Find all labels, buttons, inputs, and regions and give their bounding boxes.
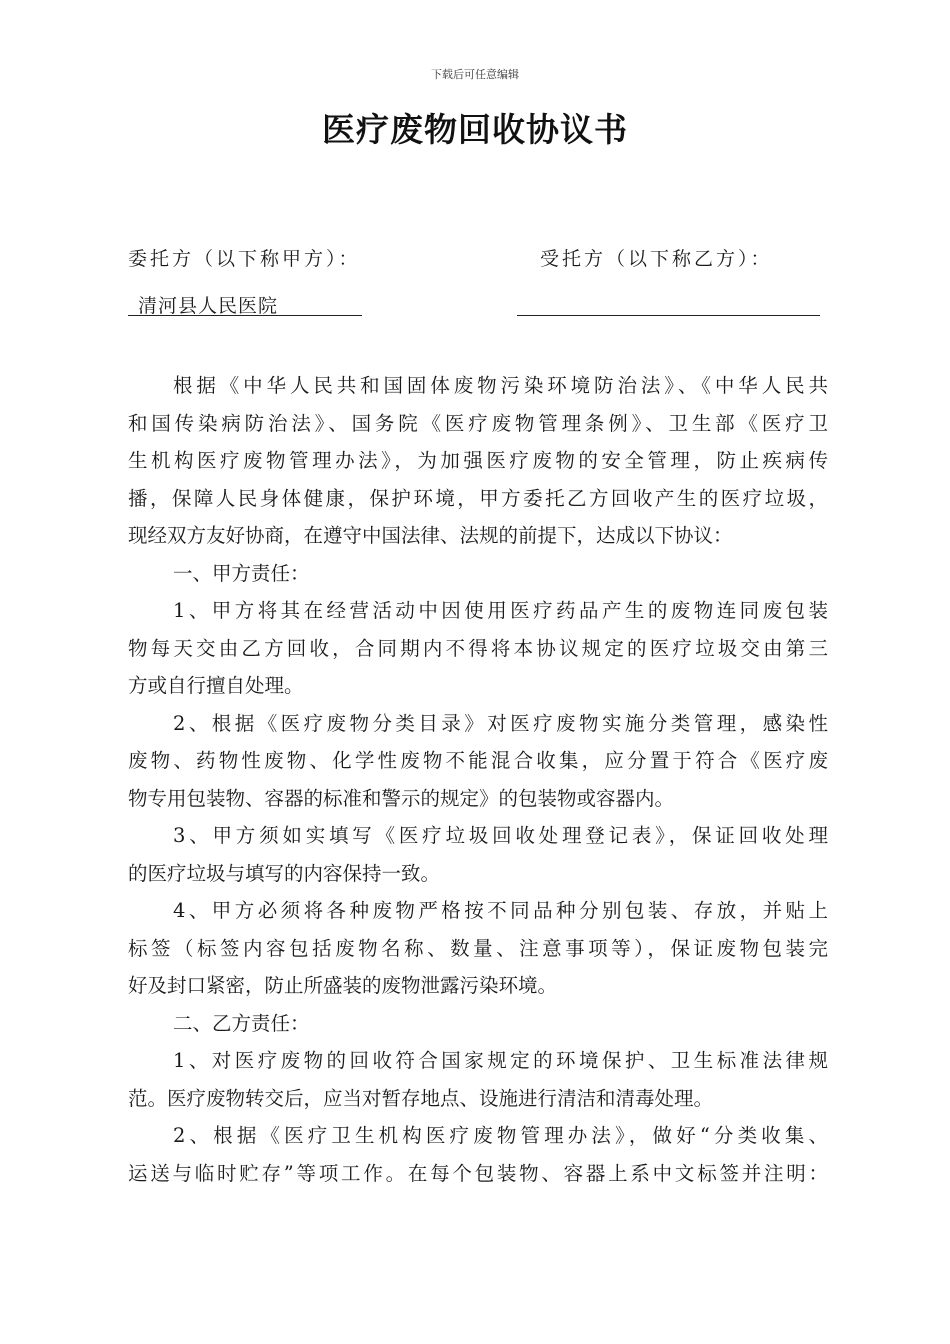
body-line: 方或自行擅自处理。 [128, 674, 304, 697]
body-line: 和国传染病防治法》、国务院《医疗废物管理条例》、卫生部《医疗卫 [128, 411, 828, 435]
body-line: 根据《中华人民共和国固体废物污染环境防治法》、《中华人民共 [173, 374, 828, 397]
body-line: 标签（标签内容包括废物名称、数量、注意事项等），保证废物包装完 [128, 936, 828, 960]
document-title: 医疗废物回收协议书 [322, 110, 628, 149]
party-a-underline [128, 315, 362, 316]
party-a-name: 清河县人民医院 [138, 295, 279, 317]
body-line: 2、根据《医疗废物分类目录》对医疗废物实施分类管理，感染性 [173, 711, 828, 735]
header-note: 下载后可任意编辑 [431, 68, 519, 81]
section-heading-party-a: 一、甲方责任： [173, 561, 310, 585]
body-line: 运送与临时贮存”等项工作。在每个包装物、容器上系中文标签并注明： [128, 1161, 828, 1185]
body-line: 现经双方友好协商，在遵守中国法律、法规的前提下，达成以下协议： [128, 524, 733, 547]
body-line: 2、根据《医疗卫生机构医疗废物管理办法》，做好“分类收集、 [173, 1124, 828, 1147]
body-line: 生机构医疗废物管理办法》，为加强医疗废物的安全管理，防止疾病传 [128, 449, 828, 472]
body-line: 4、甲方必须将各种废物严格按不同品种分别包装、存放，并贴上 [173, 899, 828, 922]
body-line: 的医疗垃圾与填写的内容保持一致。 [128, 861, 441, 885]
body-line: 1、对医疗废物的回收符合国家规定的环境保护、卫生标准法律规 [173, 1049, 828, 1072]
body-line: 废物、药物性废物、化学性废物不能混合收集，应分置于符合《医疗废 [128, 749, 828, 772]
body-line: 物专用包装物、容器的标准和警示的规定》的包装物或容器内。 [128, 786, 675, 810]
party-b-label: 受托方（以下称乙方）： [540, 248, 773, 270]
agreement-body [128, 367, 828, 1192]
body-line: 3、甲方须如实填写《医疗垃圾回收处理登记表》，保证回收处理 [173, 824, 828, 847]
body-line: 范。医疗废物转交后，应当对暂存地点、设施进行清洁和清毒处理。 [128, 1086, 714, 1110]
section-heading-party-b: 二、乙方责任： [173, 1011, 310, 1035]
body-line: 好及封口紧密，防止所盛装的废物泄露污染环境。 [128, 974, 558, 997]
party-b-underline [517, 315, 820, 316]
party-a-label: 委托方（以下称甲方）： [128, 248, 361, 270]
body-line: 1、甲方将其在经营活动中因使用医疗药品产生的废物连同废包装 [173, 599, 828, 622]
body-line: 物每天交由乙方回收，合同期内不得将本协议规定的医疗垃圾交由第三 [128, 636, 828, 660]
body-line: 播，保障人民身体健康，保护环境，甲方委托乙方回收产生的医疗垃圾， [128, 486, 828, 510]
